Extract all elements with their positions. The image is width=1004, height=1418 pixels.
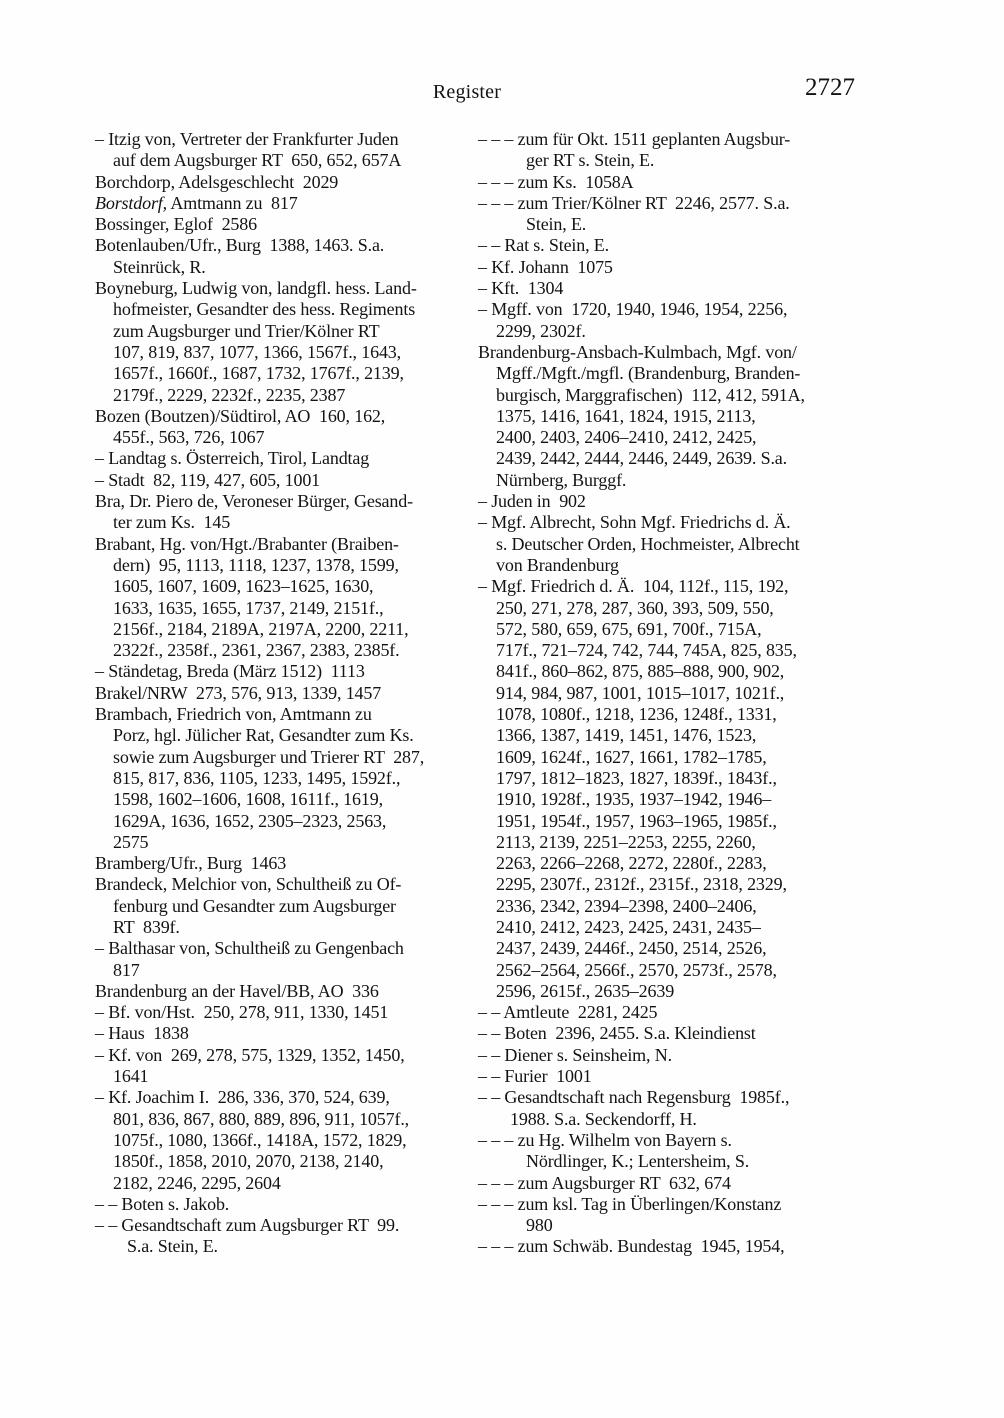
index-line: Nördlinger, K.; Lentersheim, S. <box>526 1151 750 1172</box>
index-line: – – – zu Hg. Wilhelm von Bayern s. <box>478 1129 732 1150</box>
index-line: – – – zum Augsburger RT 632, 674 <box>478 1172 731 1193</box>
index-line: 2113, 2139, 2251–2253, 2255, 2260, <box>496 831 756 852</box>
index-line: 2182, 2246, 2295, 2604 <box>113 1172 281 1193</box>
index-line: 1797, 1812–1823, 1827, 1839f., 1843f., <box>496 767 777 788</box>
index-line: – Kf. von 269, 278, 575, 1329, 1352, 1450, <box>95 1044 405 1065</box>
index-line: 1633, 1635, 1655, 1737, 2149, 2151f., <box>113 597 384 618</box>
index-columns <box>95 129 880 1258</box>
index-line: fenburg und Gesandter zum Augsburger <box>113 895 396 916</box>
index-line: Bozen (Boutzen)/Südtirol, AO 160, 162, <box>95 405 386 426</box>
index-line: – – – zum für Okt. 1511 geplanten Augsbur- <box>478 129 791 149</box>
index-line: Borchdorp, Adelsgeschlecht 2029 <box>95 171 339 192</box>
index-line: Boyneburg, Ludwig von, landgfl. hess. Land- <box>95 278 417 299</box>
index-line: 2439, 2442, 2444, 2446, 2449, 2639. S.a. <box>496 448 788 469</box>
index-line: 107, 819, 837, 1077, 1366, 1567f., 1643, <box>113 341 401 362</box>
index-line: 2575 <box>113 831 149 852</box>
index-line: Mgff./Mgft./mgfl. (Brandenburg, Branden- <box>496 363 801 384</box>
index-line: – – Boten 2396, 2455. S.a. Kleindienst <box>478 1023 756 1044</box>
index-line: 2299, 2302f. <box>496 320 586 341</box>
index-line: – Mgf. Albrecht, Sohn Mgf. Friedrichs d. Ä. <box>478 512 791 533</box>
index-line: zum Augsburger und Trier/Kölner RT <box>113 320 380 341</box>
index-line: 1988. S.a. Seckendorff, H. <box>510 1108 697 1129</box>
index-line: 2596, 2615f., 2635–2639 <box>496 980 675 1001</box>
index-line: Bramberg/Ufr., Burg 1463 <box>95 853 287 874</box>
index-line: – Bf. von/Hst. 250, 278, 911, 1330, 1451 <box>95 1002 389 1023</box>
index-line: Bossinger, Eglof 2586 <box>95 214 257 235</box>
index-line: 1598, 1602–1606, 1608, 1611f., 1619, <box>113 789 383 810</box>
index-line: von Brandenburg <box>496 554 619 575</box>
index-line: Brandeck, Melchior von, Schultheiß zu Of- <box>95 874 402 895</box>
index-line: 1629A, 1636, 1652, 2305–2323, 2563, <box>113 810 387 831</box>
index-line: – Balthasar von, Schultheiß zu Gengenbach <box>95 938 404 959</box>
index-line: 2562–2564, 2566f., 2570, 2573f., 2578, <box>496 959 777 980</box>
running-head-title: Register <box>432 81 502 103</box>
index-line: 1605, 1607, 1609, 1623–1625, 1630, <box>113 576 374 597</box>
index-line: ter zum Ks. 145 <box>113 512 231 533</box>
index-line: S.a. Stein, E. <box>127 1236 218 1257</box>
index-line: 815, 817, 836, 1105, 1233, 1495, 1592f., <box>113 767 401 788</box>
index-line: s. Deutscher Orden, Hochmeister, Albrecht <box>496 533 800 554</box>
index-line: dern) 95, 1113, 1118, 1237, 1378, 1599, <box>113 554 399 575</box>
index-line: 2410, 2412, 2423, 2425, 2431, 2435– <box>496 916 761 937</box>
running-head <box>0 0 1004 120</box>
index-line: 2322f., 2358f., 2361, 2367, 2383, 2385f. <box>113 640 400 661</box>
index-line: 1641 <box>113 1066 149 1087</box>
index-line: – Kf. Joachim I. 286, 336, 370, 524, 639, <box>95 1087 390 1108</box>
index-line: 2437, 2439, 2446f., 2450, 2514, 2526, <box>496 938 767 959</box>
index-line: – Mgff. von 1720, 1940, 1946, 1954, 2256, <box>478 299 788 320</box>
index-line: Brabant, Hg. von/Hgt./Brabanter (Braiben- <box>95 533 399 554</box>
index-line: 801, 836, 867, 880, 889, 896, 911, 1057f., <box>113 1108 410 1129</box>
index-line: sowie zum Augsburger und Trierer RT 287, <box>113 746 425 767</box>
index-line: – Kft. 1304 <box>478 278 564 299</box>
index-column-right <box>478 129 880 1258</box>
index-line: 1609, 1624f., 1627, 1661, 1782–1785, <box>496 746 767 767</box>
index-line: 455f., 563, 726, 1067 <box>113 427 265 448</box>
index-line: Nürnberg, Burggf. <box>496 469 627 490</box>
index-line: 841f., 860–862, 875, 885–888, 900, 902, <box>496 661 785 682</box>
index-line: 1375, 1416, 1641, 1824, 1915, 2113, <box>496 405 756 426</box>
index-line: RT 839f. <box>113 916 180 937</box>
index-line: 2156f., 2184, 2189A, 2197A, 2200, 2211, <box>113 618 409 639</box>
index-line: 914, 984, 987, 1001, 1015–1017, 1021f., <box>496 682 785 703</box>
page-number: 2727 <box>805 74 855 101</box>
index-line: – – Furier 1001 <box>478 1066 592 1087</box>
index-line: – – – zum Trier/Kölner RT 2246, 2577. S.a. <box>478 192 790 213</box>
index-line: – – Amtleute 2281, 2425 <box>478 1002 658 1023</box>
index-line: Botenlauben/Ufr., Burg 1388, 1463. S.a. <box>95 235 385 256</box>
index-line: 1951, 1954f., 1957, 1963–1965, 1985f., <box>496 810 777 831</box>
index-line: 2400, 2403, 2406–2410, 2412, 2425, <box>496 427 757 448</box>
index-line: Brakel/NRW 273, 576, 913, 1339, 1457 <box>95 682 382 703</box>
index-line: 817 <box>113 959 140 980</box>
index-line: 1657f., 1660f., 1687, 1732, 1767f., 2139, <box>113 363 404 384</box>
index-line: – – Rat s. Stein, E. <box>478 235 609 256</box>
index-line: – – – zum Schwäb. Bundestag 1945, 1954, <box>478 1236 785 1257</box>
index-line: – Juden in 902 <box>478 491 586 512</box>
index-line: burgisch, Marggrafischen) 112, 412, 591A, <box>496 384 805 405</box>
index-line: – Landtag s. Österreich, Tirol, Landtag <box>95 448 370 469</box>
index-line: Bra, Dr. Piero de, Veroneser Bürger, Gesand- <box>95 491 413 512</box>
index-line: – – Gesandtschaft nach Regensburg 1985f., <box>478 1087 790 1108</box>
index-line: – Ständetag, Breda (März 1512) 1113 <box>95 661 365 682</box>
index-line: 1075f., 1080, 1366f., 1418A, 1572, 1829, <box>113 1129 407 1150</box>
index-line: 572, 580, 659, 675, 691, 700f., 715A, <box>496 618 762 639</box>
index-line: 1850f., 1858, 2010, 2070, 2138, 2140, <box>113 1151 384 1172</box>
index-line: auf dem Augsburger RT 650, 652, 657A <box>113 150 402 171</box>
index-line: – Haus 1838 <box>95 1023 189 1044</box>
index-line: Steinrück, R. <box>113 256 206 277</box>
index-line: Brandenburg-Ansbach-Kulmbach, Mgf. von/ <box>478 341 797 362</box>
index-line: ger RT s. Stein, E. <box>526 150 655 171</box>
index-line: Porz, hgl. Jülicher Rat, Gesandter zum Ks. <box>113 725 414 746</box>
index-line: – – Boten s. Jakob. <box>95 1193 230 1214</box>
index-line: Brandenburg an der Havel/BB, AO 336 <box>95 980 379 1001</box>
index-line: 2179f., 2229, 2232f., 2235, 2387 <box>113 384 346 405</box>
index-line: – – Gesandtschaft zum Augsburger RT 99. <box>95 1215 400 1236</box>
index-line: Brambach, Friedrich von, Amtmann zu <box>95 704 372 725</box>
index-line: 250, 271, 278, 287, 360, 393, 509, 550, <box>496 597 774 618</box>
index-line: 1078, 1080f., 1218, 1236, 1248f., 1331, <box>496 704 777 725</box>
index-column-left <box>95 129 465 1258</box>
index-line: 2336, 2342, 2394–2398, 2400–2406, <box>496 895 757 916</box>
index-line: – – Diener s. Seinsheim, N. <box>478 1044 672 1065</box>
index-line: Stein, E. <box>526 214 587 235</box>
index-line: 1910, 1928f., 1935, 1937–1942, 1946– <box>496 789 772 810</box>
index-line: – – – zum Ks. 1058A <box>478 171 634 192</box>
index-line: – Mgf. Friedrich d. Ä. 104, 112f., 115, 192, <box>478 576 789 597</box>
index-line: 717f., 721–724, 742, 744, 745A, 825, 835, <box>496 640 797 661</box>
index-line: – Stadt 82, 119, 427, 605, 1001 <box>95 469 321 490</box>
index-line: hofmeister, Gesandter des hess. Regiments <box>113 299 416 320</box>
index-line: – Kf. Johann 1075 <box>478 256 613 277</box>
index-line: 2295, 2307f., 2312f., 2315f., 2318, 2329, <box>496 874 787 895</box>
index-line: 980 <box>526 1215 553 1236</box>
index-line: Borstdorf, Amtmann zu 817 <box>95 192 298 213</box>
index-line: – Itzig von, Vertreter der Frankfurter Juden <box>95 129 399 149</box>
index-line: 1366, 1387, 1419, 1451, 1476, 1523, <box>496 725 757 746</box>
index-line: 2263, 2266–2268, 2272, 2280f., 2283, <box>496 853 767 874</box>
index-line: – – – zum ksl. Tag in Überlingen/Konstanz <box>478 1193 782 1214</box>
